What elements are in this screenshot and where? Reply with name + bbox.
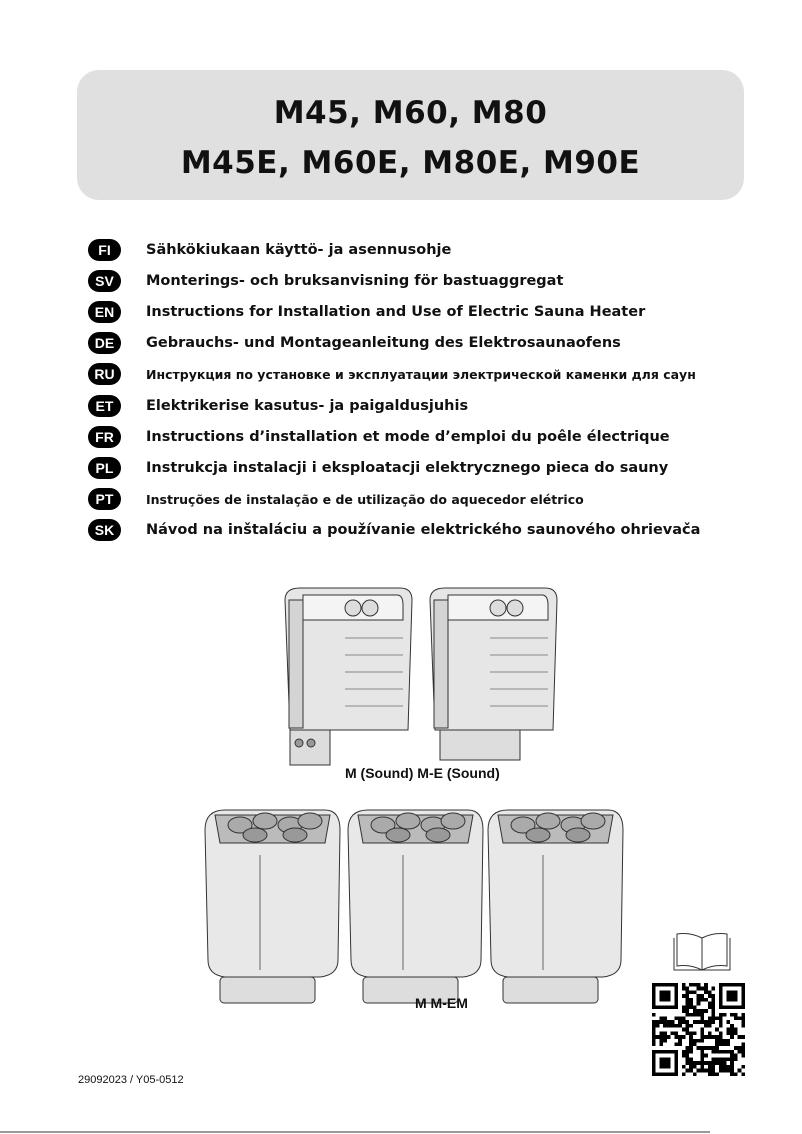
title-box bbox=[77, 70, 744, 200]
language-item-pl bbox=[88, 452, 700, 483]
caption-top-models: M (Sound) M-E (Sound) bbox=[345, 765, 500, 781]
language-badge: EN bbox=[88, 301, 121, 323]
language-badge: SK bbox=[88, 519, 121, 541]
language-item-et bbox=[88, 390, 700, 421]
page-divider bbox=[0, 1131, 710, 1133]
language-item-fr bbox=[88, 421, 700, 452]
language-title: Elektrikerise kasutus- ja paigaldusjuhis bbox=[146, 397, 469, 414]
language-item-de bbox=[88, 328, 700, 359]
language-title: Instructions d’installation et mode d’emploi du poêle électrique bbox=[146, 428, 670, 445]
language-badge: ET bbox=[88, 395, 121, 417]
language-badge: SV bbox=[88, 270, 121, 292]
language-title: Monterings- och bruksanvisning för bastuaggregat bbox=[146, 272, 564, 289]
language-badge: DE bbox=[88, 332, 121, 354]
language-item-ru bbox=[88, 359, 700, 390]
language-item-sk bbox=[88, 515, 700, 546]
manual-book-icon bbox=[670, 930, 734, 975]
language-badge: RU bbox=[88, 363, 121, 385]
heater-illustrations-bottom bbox=[200, 795, 630, 1010]
language-list bbox=[88, 234, 700, 546]
language-title: Sähkökiukaan käyttö- ja asennusohje bbox=[146, 241, 452, 258]
language-title: Návod na inštaláciu a používanie elektrického saunového ohrievača bbox=[146, 522, 701, 539]
document-code: 29092023 / Y05-0512 bbox=[78, 1074, 184, 1086]
language-title: Instrukcja instalacji i eksploatacji elektrycznego pieca do sauny bbox=[146, 459, 669, 476]
heater-m-sound bbox=[285, 588, 412, 765]
language-item-en bbox=[88, 296, 700, 327]
qr-code[interactable] bbox=[652, 983, 745, 1076]
heater-illustrations-top bbox=[275, 580, 565, 775]
language-title: Gebrauchs- und Montageanleitung des Elektrosaunaofens bbox=[146, 335, 621, 352]
caption-bottom-models: M M-EM bbox=[415, 995, 468, 1011]
language-badge: FI bbox=[88, 239, 121, 261]
language-badge: PL bbox=[88, 457, 121, 479]
language-title: Инструкция по установке и эксплуатации электрической каменки для саун bbox=[146, 366, 696, 382]
title-models-line2: M45E, M60E, M80E, M90E bbox=[180, 145, 641, 181]
language-item-fi bbox=[88, 234, 700, 265]
language-item-sv bbox=[88, 265, 700, 296]
title-models-line1: M45, M60, M80 bbox=[273, 95, 548, 131]
language-title: Instructions for Installation and Use of Electric Sauna Heater bbox=[146, 303, 646, 320]
language-badge: PT bbox=[88, 488, 121, 510]
language-item-pt bbox=[88, 484, 700, 515]
heater-m-e-sound bbox=[430, 588, 557, 760]
language-badge: FR bbox=[88, 426, 121, 448]
language-title: Instruções de instalação e de utilização do aquecedor elétrico bbox=[146, 491, 584, 507]
